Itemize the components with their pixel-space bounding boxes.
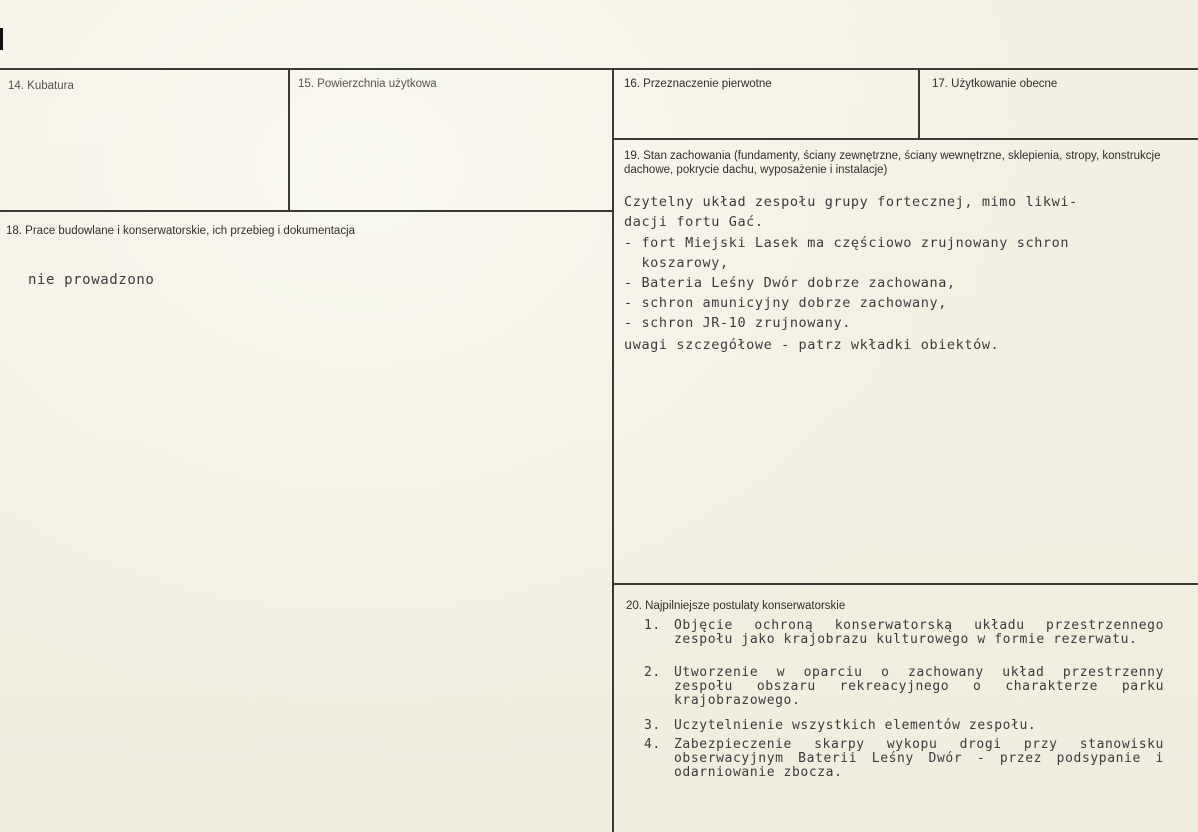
field-18-label: 18. Prace budowlane i konserwatorskie, ich przebieg i dokumentacja: [6, 225, 356, 237]
field-16-label: 16. Przeznaczenie pierwotne: [624, 78, 772, 90]
divider-14-15: [288, 68, 290, 212]
postulate-text: Uczytelnienie wszystkich elementów zespołu.: [674, 718, 1037, 733]
field-15-label: 15. Powierzchnia użytkowa: [298, 78, 437, 90]
postulate-number: 2.: [644, 665, 661, 680]
postulate-text: Zabezpieczenie skarpy wykopu drogi przy stanowisku obserwacyjnym Baterii Leśny Dwór - przez podsypanie i odarniowanie zbocza.: [674, 737, 1164, 780]
field-20-list: [644, 619, 1174, 819]
divider-row2-right: [612, 138, 1198, 140]
field-20-label: 20. Najpilniejsze postulaty konserwatorskie: [626, 600, 846, 612]
postulate-text: Utworzenie w oparciu o zachowany układ przestrzenny zespołu obszaru rekreacyjnego o charakterze parku krajobrazowego.: [674, 665, 1164, 708]
divider-19-20: [612, 583, 1198, 585]
divider-16-17: [918, 68, 920, 140]
condition-line: - Bateria Leśny Dwór dobrze zachowana,: [624, 275, 956, 291]
left-edge-mark: [0, 28, 3, 50]
condition-line: koszarowy,: [624, 255, 729, 271]
condition-line: - schron JR-10 zrujnowany.: [624, 315, 851, 331]
divider-center: [612, 68, 614, 832]
field-17-label: 17. Użytkowanie obecne: [932, 78, 1058, 90]
field-19-label: 19. Stan zachowania (fundamenty, ściany zewnętrzne, ściany wewnętrzne, sklepienia, stropy, konstrukcje dachowe, pokrycie dachu, wyposażenie i instalacje): [624, 150, 1161, 176]
condition-line: uwagi szczegółowe - patrz wkładki obiektów.: [624, 337, 1000, 353]
divider-row2-left: [0, 210, 614, 212]
condition-line: dacji fortu Gać.: [624, 214, 764, 230]
postulate-number: 3.: [644, 718, 661, 733]
condition-line: - schron amunicyjny dobrze zachowany,: [624, 295, 947, 311]
condition-line: Czytelny układ zespołu grupy fortecznej, mimo likwi-: [624, 194, 1078, 210]
postulate-number: 1.: [644, 618, 661, 633]
condition-line: - fort Miejski Lasek ma częściowo zrujnowany schron: [624, 235, 1070, 251]
field-14-label: 14. Kubatura: [8, 80, 74, 92]
field-18-value: nie prowadzono: [28, 272, 155, 288]
postulate-number: 4.: [644, 737, 661, 752]
top-border: [0, 68, 1198, 70]
postulate-text: Objęcie ochroną konserwatorską układu przestrzennego zespołu jako krajobrazu kulturowego w formie rezerwatu.: [674, 618, 1164, 647]
